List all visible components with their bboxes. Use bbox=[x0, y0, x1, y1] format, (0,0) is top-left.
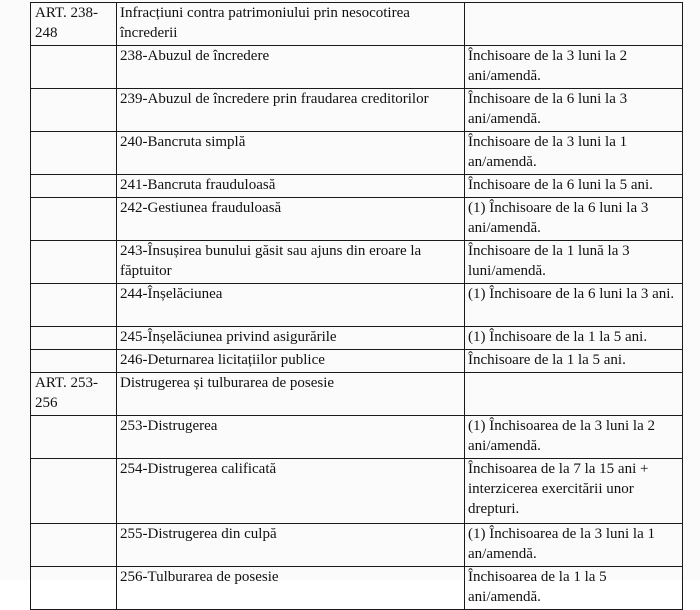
section-header-row bbox=[31, 3, 683, 46]
table-row bbox=[31, 198, 683, 241]
penalty-cell bbox=[465, 373, 683, 416]
table-row bbox=[31, 459, 683, 524]
section-title-cell: Distrugerea și tulburarea de posesie bbox=[117, 373, 465, 416]
penalty-cell: (1) Închisoare de la 6 luni la 3 ani/amendă. bbox=[465, 198, 683, 241]
table-row bbox=[31, 284, 683, 327]
table-row bbox=[31, 241, 683, 284]
section-title-cell: Infracțiuni contra patrimoniului prin nesocotirea încrederii bbox=[117, 3, 465, 46]
offense-cell: 256-Tulburarea de posesie bbox=[117, 567, 465, 610]
offense-cell: 255-Distrugerea din culpă bbox=[117, 524, 465, 567]
empty-cell bbox=[31, 198, 117, 241]
penalty-cell: Închisoarea de la 7 la 15 ani + interzicerea exercitării unor drepturi. bbox=[465, 459, 683, 524]
penalty-cell: Închisoare de la 6 luni la 5 ani. bbox=[465, 175, 683, 198]
offense-cell: 254-Distrugerea calificată bbox=[117, 459, 465, 524]
penalty-cell: (1) Închisoare de la 1 la 5 ani. bbox=[465, 327, 683, 350]
penalty-cell: Închisoare de la 3 luni la 2 ani/amendă. bbox=[465, 46, 683, 89]
offense-cell: 243-Însușirea bunului găsit sau ajuns din eroare la făptuitor bbox=[117, 241, 465, 284]
offense-table bbox=[30, 2, 683, 610]
penalty-cell: Închisoare de la 1 lună la 3 luni/amendă. bbox=[465, 241, 683, 284]
penalty-cell: Închisoare de la 6 luni la 3 ani/amendă. bbox=[465, 89, 683, 132]
empty-cell bbox=[31, 567, 117, 610]
penalty-cell: Închisoarea de la 1 la 5 ani/amendă. bbox=[465, 567, 683, 610]
offense-cell: 242-Gestiunea frauduloasă bbox=[117, 198, 465, 241]
offense-cell: 246-Deturnarea licitațiilor publice bbox=[117, 350, 465, 373]
empty-cell bbox=[31, 350, 117, 373]
table-row bbox=[31, 567, 683, 610]
empty-cell bbox=[31, 46, 117, 89]
offense-cell: 241-Bancruta frauduloasă bbox=[117, 175, 465, 198]
table-row bbox=[31, 175, 683, 198]
penalty-cell bbox=[465, 3, 683, 46]
section-header-row bbox=[31, 373, 683, 416]
offense-cell: 240-Bancruta simplă bbox=[117, 132, 465, 175]
offense-cell: 238-Abuzul de încredere bbox=[117, 46, 465, 89]
offense-cell: 245-Înșelăciunea privind asigurările bbox=[117, 327, 465, 350]
empty-cell bbox=[31, 459, 117, 524]
table-row bbox=[31, 416, 683, 459]
penalty-cell: Închisoare de la 3 luni la 1 an/amendă. bbox=[465, 132, 683, 175]
empty-cell bbox=[31, 524, 117, 567]
penalty-cell: (1) Închisoare de la 6 luni la 3 ani. bbox=[465, 284, 683, 327]
offense-cell: 239-Abuzul de încredere prin fraudarea creditorilor bbox=[117, 89, 465, 132]
offense-cell: 253-Distrugerea bbox=[117, 416, 465, 459]
empty-cell bbox=[31, 284, 117, 327]
penalty-cell: (1) Închisoarea de la 3 luni la 1 an/amendă. bbox=[465, 524, 683, 567]
empty-cell bbox=[31, 241, 117, 284]
article-range-cell: ART. 253-256 bbox=[31, 373, 117, 416]
table-row bbox=[31, 327, 683, 350]
table-row bbox=[31, 132, 683, 175]
table-row bbox=[31, 524, 683, 567]
table-row bbox=[31, 350, 683, 373]
table-row bbox=[31, 89, 683, 132]
penalty-cell: Închisoare de la 1 la 5 ani. bbox=[465, 350, 683, 373]
penalty-cell: (1) Închisoarea de la 3 luni la 2 ani/amendă. bbox=[465, 416, 683, 459]
table-row bbox=[31, 46, 683, 89]
empty-cell bbox=[31, 132, 117, 175]
empty-cell bbox=[31, 416, 117, 459]
offense-cell: 244-Înșelăciunea bbox=[117, 284, 465, 327]
article-range-cell: ART. 238-248 bbox=[31, 3, 117, 46]
empty-cell bbox=[31, 89, 117, 132]
empty-cell bbox=[31, 327, 117, 350]
empty-cell bbox=[31, 175, 117, 198]
